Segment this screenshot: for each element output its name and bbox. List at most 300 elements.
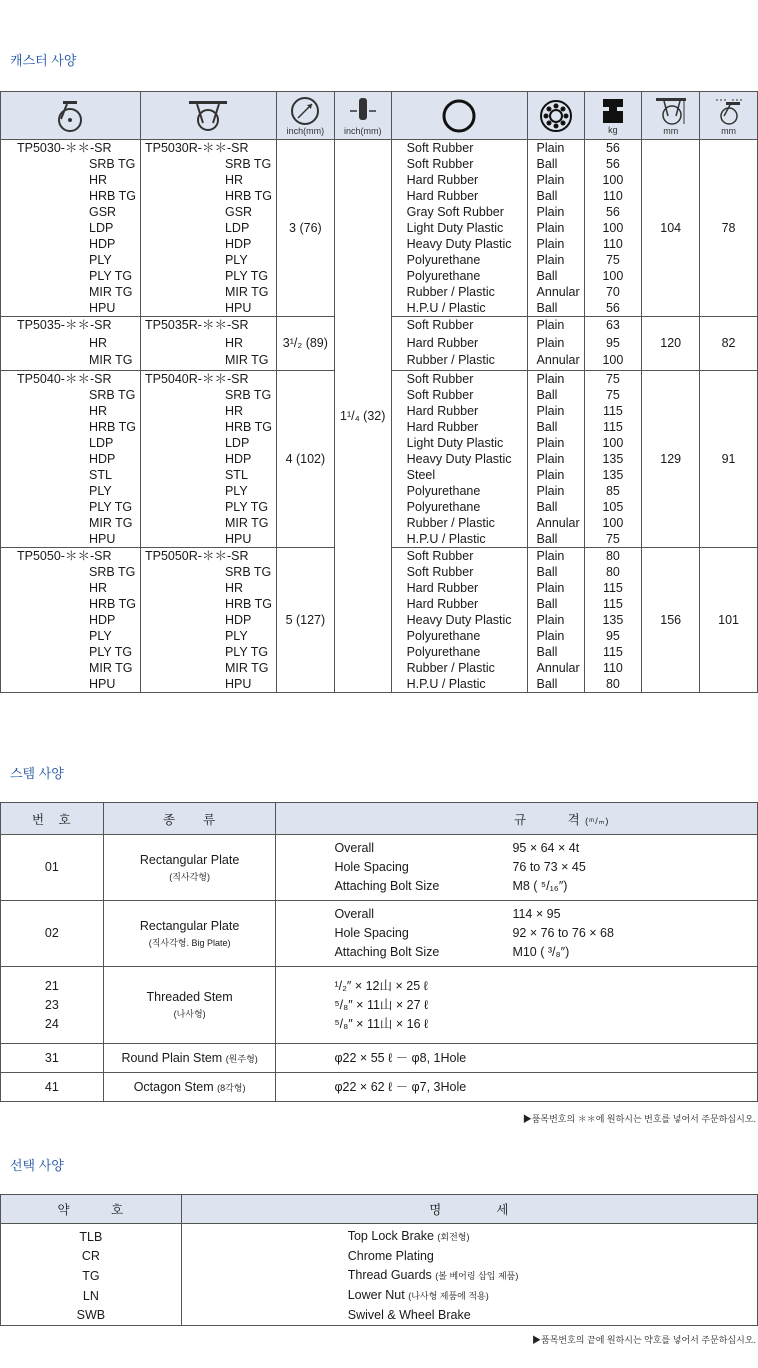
wheel-material-cell-line: Polyurethane: [406, 644, 481, 659]
rigid-model-cell-line: LDP: [224, 221, 250, 235]
rigid-model-cell-line: PLY: [224, 483, 248, 498]
wheel-material-cell-line: Rubber / Plastic: [406, 353, 495, 368]
load-cell-line: 56: [605, 205, 620, 219]
wheel-material-cell-line: Gray Soft Rubber: [406, 205, 504, 219]
wheel-material-cell-line: H.P.U / Plastic: [406, 676, 486, 691]
load-cell-lines: [585, 317, 642, 370]
stem-spec-row: [276, 1078, 757, 1097]
swivel-model-cell-line: MIR TG: [89, 285, 133, 299]
swivel-model-cell: [1, 370, 141, 547]
rigid-model-cell-line: SRB TG: [224, 564, 272, 579]
option-desc-header: 명 세: [181, 1195, 757, 1224]
height-icon: [654, 96, 688, 126]
stem-spec-key: Attaching Bolt Size: [334, 879, 440, 893]
stem-spec-value: M10 ( ³/₈″): [512, 945, 570, 959]
option-code-cell: TG: [1, 1266, 182, 1286]
swivel-model-cell-line: MIR TG: [89, 353, 133, 368]
load-cell-line: 75: [605, 387, 620, 402]
stem-spec-cell: [276, 835, 758, 901]
stem-type-sub: (8각형): [217, 1083, 246, 1093]
offset-cell: 91: [700, 370, 758, 547]
stem-spec-row: [276, 839, 757, 858]
offset-cell: 78: [700, 140, 758, 317]
option-desc-cell: [181, 1306, 757, 1326]
wheel-material-cell: [391, 317, 527, 371]
swivel-model-cell-lines: [17, 317, 140, 370]
bearing-cell-line: Plain: [536, 548, 565, 563]
stem-row: [1, 835, 758, 901]
option-code-header: 약 호: [1, 1195, 182, 1224]
swivel-model-cell-line: PLY: [89, 628, 112, 643]
stem-type-sub: (원주형): [225, 1054, 258, 1064]
rigid-model-cell-line: SRB TG: [224, 387, 272, 402]
wheel-material-cell-line: H.P.U / Plastic: [406, 531, 486, 546]
stem-type-name: Rectangular Plate: [139, 918, 240, 933]
load-cell-line: 110: [602, 189, 623, 203]
option-spec-table: [0, 1194, 758, 1326]
wheel-material-cell-line: Rubber / Plastic: [406, 515, 495, 530]
wheel-material-cell-line: Soft Rubber: [406, 564, 474, 579]
load-cell: [584, 370, 642, 547]
stem-spec-cell: [276, 1044, 758, 1073]
bearing-cell-line: Annular: [536, 285, 580, 299]
stem-spec-key: Hole Spacing: [334, 860, 409, 874]
diameter-cell: 4 (102): [276, 370, 334, 547]
stem-spec-row: [276, 905, 757, 924]
rigid-model-cell-lines: [145, 140, 276, 316]
option-desc-sub: (회전형): [437, 1232, 470, 1242]
option-desc-cell: [181, 1247, 757, 1266]
load-cell-line: 95: [605, 335, 620, 350]
swivel-model-cell: [1, 547, 141, 692]
bearing-cell-line: Plain: [536, 205, 565, 219]
stem-spec-key: ⁵/₈″ × 11山 × 16 ℓ: [334, 1016, 429, 1031]
rigid-model-cell-line: STL: [224, 467, 248, 482]
bearing-cell-line: Ball: [536, 676, 558, 691]
swivel-model-cell: [1, 317, 141, 371]
swivel-model-cell-line: MIR TG: [89, 515, 133, 530]
height-cell: 120: [642, 317, 700, 371]
swivel-model-cell-line: HPU: [89, 531, 116, 546]
diameter-cell: 3¹/₂ (89): [276, 317, 334, 371]
load-cell-line: 80: [605, 676, 620, 691]
swivel-model-cell-line: HR: [89, 403, 108, 418]
wheel-width-icon: [348, 96, 378, 126]
bearing-cell-line: Plain: [536, 580, 565, 595]
rigid-model-cell-line: HR: [224, 173, 244, 187]
width-cell: 1¹/₄ (32): [334, 140, 391, 693]
load-cell: [584, 317, 642, 371]
option-row: [1, 1266, 758, 1286]
option-desc-sub: (나사형 제품에 적용): [408, 1291, 489, 1301]
stem-row: [1, 1073, 758, 1102]
stem-spec-cell: [276, 901, 758, 967]
option-desc-cell: [181, 1224, 757, 1248]
stem-type-header: 종 류: [103, 803, 276, 835]
wheel-material-cell-line: H.P.U / Plastic: [406, 301, 486, 315]
stem-type-sub: (나사형): [173, 1009, 206, 1019]
swivel-model-cell-line: SRB TG: [89, 387, 136, 402]
stem-spec-row: [276, 858, 757, 877]
bearing-cell-line: Ball: [536, 387, 558, 402]
option-order-note: ▶품목번호의 끝에 원하시는 약호를 넣어서 주문하십시오.: [532, 1335, 756, 1345]
option-row: [1, 1224, 758, 1248]
wheel-material-cell-line: Heavy Duty Plastic: [406, 237, 512, 251]
bearing-cell-lines: [537, 548, 584, 692]
offset-col-header: [700, 92, 758, 140]
option-desc-cell: [181, 1286, 757, 1306]
stem-spec-value: 114 × 95: [512, 907, 561, 921]
wheel-material-cell-line: Heavy Duty Plastic: [406, 612, 512, 627]
stem-no-cell: [1, 967, 104, 1044]
rigid-model-cell-line: TP5030R-＊＊-SR: [144, 141, 249, 155]
stem-spec-key: φ22 × 55 ℓ － φ8, 1Hole: [334, 1050, 467, 1065]
option-row: [1, 1247, 758, 1266]
bearing-cell-line: Plain: [536, 237, 565, 251]
stem-spec-key: ¹/₂″ × 12山 × 25 ℓ: [334, 978, 428, 993]
rigid-model-cell-line: HPU: [224, 301, 252, 315]
option-code-cell: CR: [1, 1247, 182, 1266]
swivel-model-cell-line: TP5050-＊＊-SR: [17, 548, 112, 563]
diameter-unit: inch(mm): [286, 125, 325, 136]
load-cell-line: 100: [602, 353, 624, 368]
load-cell-line: 100: [602, 515, 624, 530]
option-desc: Swivel & Wheel Brake: [347, 1308, 471, 1322]
stem-type-name: Octagon Stem: [133, 1080, 214, 1094]
stem-type-cell: [103, 1044, 276, 1073]
wheel-material-cell-line: Light Duty Plastic: [406, 221, 504, 235]
stem-spec-cell: [276, 967, 758, 1044]
bearing-cell-line: Plain: [536, 435, 565, 450]
option-code-cell: TLB: [1, 1224, 182, 1248]
bearing-cell-line: Plain: [536, 628, 565, 643]
rigid-model-cell-line: PLY TG: [224, 499, 269, 514]
swivel-model-cell-line: PLY TG: [89, 499, 133, 514]
rigid-model-cell-line: PLY: [224, 253, 248, 267]
swivel-model-cell-line: PLY TG: [89, 269, 133, 283]
load-cell-lines: [585, 548, 642, 692]
load-cell-line: 115: [602, 403, 623, 418]
load-cell-line: 110: [602, 237, 623, 251]
stem-spec-row: [276, 996, 757, 1015]
stem-section-title: 스템 사양: [10, 766, 64, 781]
load-cell-line: 110: [602, 660, 623, 675]
height-cell: 156: [642, 547, 700, 692]
rigid-model-cell-line: MIR TG: [224, 285, 269, 299]
bearing-cell-lines: [537, 140, 584, 316]
bearing-cell-line: Annular: [536, 515, 580, 530]
load-cell-line: 95: [605, 628, 620, 643]
rigid-model-cell-line: HDP: [224, 451, 252, 466]
swivel-model-cell-line: PLY: [89, 253, 112, 267]
diameter-cell: 3 (76): [276, 140, 334, 317]
wheel-material-cell: [391, 140, 527, 317]
load-unit: kg: [608, 124, 618, 135]
wheel-material-cell-line: Hard Rubber: [406, 403, 479, 418]
rigid-model-cell-line: HR: [224, 403, 244, 418]
load-cell-line: 135: [602, 467, 624, 482]
option-desc: Chrome Plating: [347, 1249, 434, 1263]
load-cell-lines: [585, 140, 642, 316]
wheel-material-cell-line: Steel: [406, 467, 436, 482]
bearing-cell-line: Plain: [536, 371, 565, 386]
load-cell-line: 115: [602, 419, 623, 434]
wheel-material-icon: [441, 98, 477, 134]
swivel-model-cell-line: MIR TG: [89, 660, 133, 675]
stem-no: 41: [44, 1079, 59, 1094]
load-cell-line: 135: [602, 612, 624, 627]
load-cell-line: 100: [602, 173, 624, 187]
load-col-header: [584, 92, 642, 140]
wheel-material-cell-line: Polyurethane: [406, 483, 481, 498]
wheel-diameter-icon: [290, 96, 320, 126]
wheel-material-cell-line: Soft Rubber: [406, 141, 474, 155]
bearing-icon: [538, 98, 574, 134]
bearing-cell-line: Annular: [536, 353, 580, 368]
stem-spec-row: [276, 943, 757, 962]
swivel-model-cell-line: HR: [89, 173, 108, 187]
stem-no-header: 번 호: [1, 803, 104, 835]
bearing-cell-line: Ball: [536, 596, 558, 611]
option-desc: Thread Guards: [347, 1268, 432, 1282]
rigid-model-cell-lines: [145, 371, 276, 547]
swivel-model-cell-line: HR: [89, 580, 108, 595]
option-row: [1, 1286, 758, 1306]
wheel-material-col-header: [391, 92, 527, 140]
wheel-material-cell-line: Hard Rubber: [406, 189, 479, 203]
load-cell-line: 56: [605, 157, 620, 171]
load-cell-line: 75: [605, 253, 620, 267]
load-cell-lines: [585, 371, 642, 547]
caster-header-row: [1, 92, 758, 140]
stem-type-name: Threaded Stem: [146, 990, 233, 1004]
rigid-model-cell-line: SRB TG: [224, 157, 272, 171]
stem-spec-key: Overall: [334, 907, 375, 921]
offset-cell: 101: [700, 547, 758, 692]
stem-type-cell: [103, 901, 276, 967]
wheel-material-cell-line: Hard Rubber: [406, 596, 479, 611]
swivel-model-cell-line: SRB TG: [89, 564, 136, 579]
wheel-material-cell: [391, 547, 527, 692]
stem-spec-value: 92 × 76 to 76 × 68: [512, 926, 614, 940]
stem-spec-key: Attaching Bolt Size: [334, 945, 440, 959]
bearing-col-header: [527, 92, 584, 140]
swivel-model-cell-line: HPU: [89, 301, 116, 315]
load-cell-line: 115: [602, 580, 623, 595]
caster-spec-table: [0, 91, 758, 693]
load-cell-line: 80: [605, 564, 620, 579]
load-cell-line: 80: [605, 548, 620, 563]
rigid-model-cell-line: HRB TG: [224, 419, 272, 434]
stem-type-cell: [103, 967, 276, 1044]
stem-spec-row: [276, 877, 757, 896]
load-cell-line: 100: [602, 435, 624, 450]
stem-spec-table: [0, 802, 758, 1102]
rigid-col-header: [140, 92, 276, 140]
offset-icon: [712, 96, 746, 126]
stem-spec-row: [276, 1015, 757, 1034]
rigid-model-cell-line: HRB TG: [224, 189, 272, 203]
bearing-cell-line: Plain: [536, 253, 565, 267]
rigid-caster-icon: [187, 99, 229, 133]
stem-no-cell: [1, 1073, 104, 1102]
load-cell: [584, 547, 642, 692]
stem-no-cell: [1, 901, 104, 967]
wheel-material-cell-line: Hard Rubber: [406, 419, 479, 434]
wheel-material-cell-line: Soft Rubber: [406, 548, 474, 563]
wheel-material-cell-lines: [407, 371, 527, 547]
rigid-model-cell-line: HR: [224, 580, 244, 595]
stem-spec-value: 76 to 73 × 45: [512, 860, 586, 874]
stem-row: [1, 967, 758, 1044]
bearing-cell-line: Plain: [536, 451, 565, 466]
wheel-material-cell-line: Soft Rubber: [406, 318, 474, 332]
bearing-cell-line: Ball: [536, 189, 558, 203]
swivel-model-cell-lines: [17, 371, 140, 547]
load-cell-line: 100: [602, 221, 624, 235]
caster-section-title: 캐스터 사양: [10, 53, 77, 68]
stem-type-name: Round Plain Stem: [121, 1051, 223, 1065]
load-cell-line: 56: [605, 301, 620, 315]
swivel-model-cell-line: TP5030-＊＊-SR: [17, 141, 112, 155]
swivel-model-cell-line: HRB TG: [89, 596, 136, 611]
bearing-cell-line: Plain: [536, 483, 565, 498]
swivel-model-cell-line: HPU: [89, 676, 116, 691]
rigid-model-cell-line: HR: [224, 335, 244, 350]
wheel-material-cell-lines: [407, 140, 527, 316]
stem-no-cell: [1, 835, 104, 901]
rigid-model-cell-line: HDP: [224, 237, 252, 251]
option-row: [1, 1306, 758, 1326]
rigid-model-cell: [140, 140, 276, 317]
height-cell: 104: [642, 140, 700, 317]
stem-order-note: ▶품목번호의 ＊＊에 원하시는 번호를 넣어서 주문하십시오.: [522, 1114, 756, 1124]
wheel-material-cell-line: Soft Rubber: [406, 387, 474, 402]
stem-spec-row: [276, 924, 757, 943]
stem-spec-cell: [276, 1073, 758, 1102]
rigid-model-cell-line: TP5040R-＊＊-SR: [144, 371, 249, 386]
stem-spec-key: φ22 × 62 ℓ － φ7, 3Hole: [334, 1079, 467, 1094]
bearing-cell-line: Ball: [536, 419, 558, 434]
load-cell-line: 56: [605, 141, 620, 155]
stem-no: 02: [44, 926, 59, 940]
bearing-cell-line: Plain: [536, 612, 565, 627]
height-col-header: [642, 92, 700, 140]
bearing-cell-line: Plain: [536, 318, 565, 332]
bearing-cell-line: Plain: [536, 141, 565, 155]
bearing-cell-line: Annular: [536, 660, 580, 675]
stem-spec-unit: (ᵐ/ₘ): [585, 815, 610, 826]
stem-spec-key: Hole Spacing: [334, 926, 409, 940]
swivel-model-cell-line: SRB TG: [89, 157, 136, 171]
bearing-cell-line: Ball: [536, 301, 558, 315]
stem-spec-key: Overall: [334, 841, 375, 855]
load-cell-line: 100: [602, 269, 624, 283]
swivel-model-cell-line: STL: [89, 467, 112, 482]
option-header-row: [1, 1195, 758, 1224]
stem-type-sub: (직사각형. Big Plate): [148, 937, 231, 948]
swivel-model-cell-lines: [17, 140, 140, 316]
rigid-model-cell-lines: [145, 548, 276, 692]
swivel-model-cell-line: TP5040-＊＊-SR: [17, 371, 112, 386]
width-col-header: [334, 92, 391, 140]
rigid-model-cell-line: HRB TG: [224, 596, 272, 611]
rigid-model-cell: [140, 317, 276, 371]
swivel-model-cell-line: HDP: [89, 612, 116, 627]
bearing-cell-line: Plain: [536, 173, 565, 187]
height-cell: 129: [642, 370, 700, 547]
bearing-cell-line: Plain: [536, 467, 565, 482]
wheel-material-cell-line: Light Duty Plastic: [406, 435, 504, 450]
stem-no-cell: [1, 1044, 104, 1073]
wheel-material-cell-line: Polyurethane: [406, 499, 481, 514]
load-cell: [584, 140, 642, 317]
diameter-cell: 5 (127): [276, 547, 334, 692]
stem-spec-row: [276, 977, 757, 996]
wheel-material-cell-line: Hard Rubber: [406, 580, 479, 595]
rigid-model-cell-line: HPU: [224, 676, 252, 691]
bearing-cell: [527, 140, 584, 317]
rigid-model-cell-line: MIR TG: [224, 515, 269, 530]
stem-no: 01: [44, 860, 59, 874]
swivel-model-cell-line: HR: [89, 335, 108, 350]
swivel-model-cell-line: HRB TG: [89, 189, 136, 203]
load-cell-line: 115: [602, 596, 623, 611]
stem-spec-key: ⁵/₈″ × 11山 × 27 ℓ: [334, 997, 429, 1012]
option-section-title: 선택 사양: [10, 1158, 64, 1173]
bearing-cell: [527, 317, 584, 371]
wheel-material-cell-line: Polyurethane: [406, 269, 481, 283]
stem-no: 21: [44, 978, 59, 993]
bearing-cell-lines: [537, 371, 584, 547]
bearing-cell-line: Plain: [536, 403, 565, 418]
wheel-material-cell-line: Soft Rubber: [406, 157, 474, 171]
rigid-model-cell-line: TP5035R-＊＊-SR: [144, 318, 249, 332]
rigid-model-cell-line: PLY: [224, 628, 248, 643]
bearing-cell-line: Ball: [536, 564, 558, 579]
bearing-cell: [527, 547, 584, 692]
stem-row: [1, 901, 758, 967]
stem-no: 23: [44, 997, 59, 1012]
option-desc-sub: (볼 베어링 삽입 제품): [435, 1271, 519, 1281]
rigid-model-cell-line: PLY TG: [224, 269, 269, 283]
rigid-model-cell: [140, 370, 276, 547]
option-code-cell: LN: [1, 1286, 182, 1306]
swivel-model-cell-line: HDP: [89, 237, 116, 251]
load-cell-line: 75: [605, 531, 620, 546]
caster-group-row: [1, 140, 758, 317]
rigid-model-cell-line: TP5050R-＊＊-SR: [144, 548, 249, 563]
rigid-model-cell-line: PLY TG: [224, 644, 269, 659]
bearing-cell-line: Plain: [536, 335, 565, 350]
height-unit: mm: [663, 125, 679, 136]
rigid-model-cell-lines: [145, 317, 276, 370]
wheel-material-cell-line: Hard Rubber: [406, 173, 479, 187]
swivel-col-header: [1, 92, 141, 140]
diameter-col-header: [276, 92, 334, 140]
load-cell-line: 135: [602, 451, 624, 466]
stem-type-sub: (직사각형): [169, 871, 210, 882]
swivel-model-cell-line: LDP: [89, 435, 114, 450]
stem-spec-label: 규 격: [514, 812, 581, 827]
rigid-model-cell-line: GSR: [224, 205, 253, 219]
load-cell-line: 75: [605, 371, 620, 386]
rigid-model-cell-line: MIR TG: [224, 660, 269, 675]
bearing-cell-line: Ball: [536, 157, 558, 171]
wheel-material-cell: [391, 370, 527, 547]
bearing-cell-line: Ball: [536, 269, 558, 283]
swivel-model-cell: [1, 140, 141, 317]
